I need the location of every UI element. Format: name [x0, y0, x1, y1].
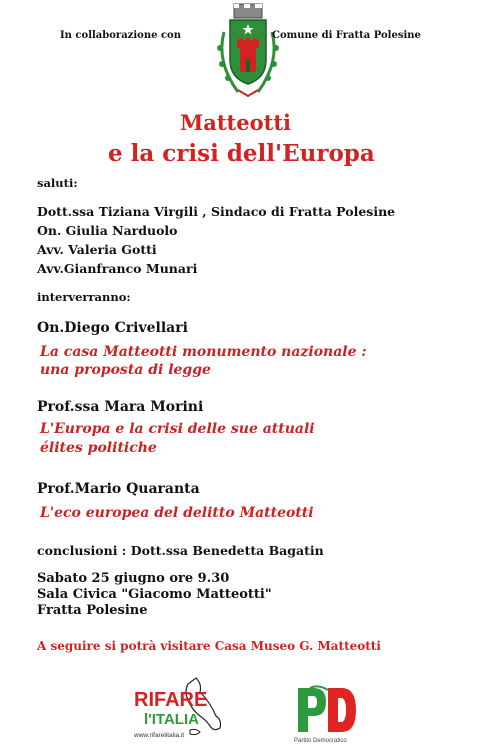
saluti-name: On. Giulia Narduolo [37, 223, 178, 238]
pd-logo [288, 682, 364, 746]
saluti-label: saluti: [37, 176, 78, 190]
talk-title: una proposta di legge [40, 362, 211, 378]
saluti-name: Dott.ssa Tiziana Virgili , Sindaco di Fratta Polesine [37, 204, 396, 219]
interverranno-label: interverranno: [37, 290, 131, 304]
talk-title: L'Europa e la crisi delle sue attuali [40, 421, 315, 437]
rifare-url: www.rifarelitalia.it [134, 732, 185, 739]
rifare-text: RIFARE [134, 689, 208, 711]
event-date: Sabato 25 giugno ore 9.30 [37, 571, 230, 586]
follow-note: A seguire si potrà visitare Casa Museo G. Matteotti [37, 639, 381, 653]
rifare-italia-logo [130, 676, 240, 742]
speaker-name: On.Diego Crivellari [37, 320, 188, 336]
pd-caption: Partito Democratico [294, 738, 347, 744]
speaker-name: Prof.ssa Mara Morini [37, 399, 204, 415]
event-venue: Sala Civica "Giacomo Matteotti" [37, 587, 272, 602]
speaker-name: Prof.Mario Quaranta [37, 481, 200, 497]
saluti-name: Avv. Valeria Gotti [37, 242, 157, 257]
talk-title: La casa Matteotti monumento nazionale : [40, 344, 367, 360]
talk-title: élites politiche [40, 440, 157, 456]
municipality-crest-icon [210, 2, 286, 100]
collaboration-label: In collaborazione con [60, 30, 181, 41]
title-line-1: Matteotti [180, 110, 291, 135]
saluti-name: Avv.Gianfranco Munari [37, 261, 198, 276]
title-line-2: e la crisi dell'Europa [108, 140, 375, 167]
municipality-name: Comune di Fratta Polesine [272, 30, 421, 41]
italia-text: l'ITALIA [144, 711, 199, 728]
event-place: Fratta Polesine [37, 603, 148, 618]
talk-title: L'eco europea del delitto Matteotti [40, 505, 314, 521]
conclusioni-line: conclusioni : Dott.ssa Benedetta Bagatin [37, 543, 324, 558]
